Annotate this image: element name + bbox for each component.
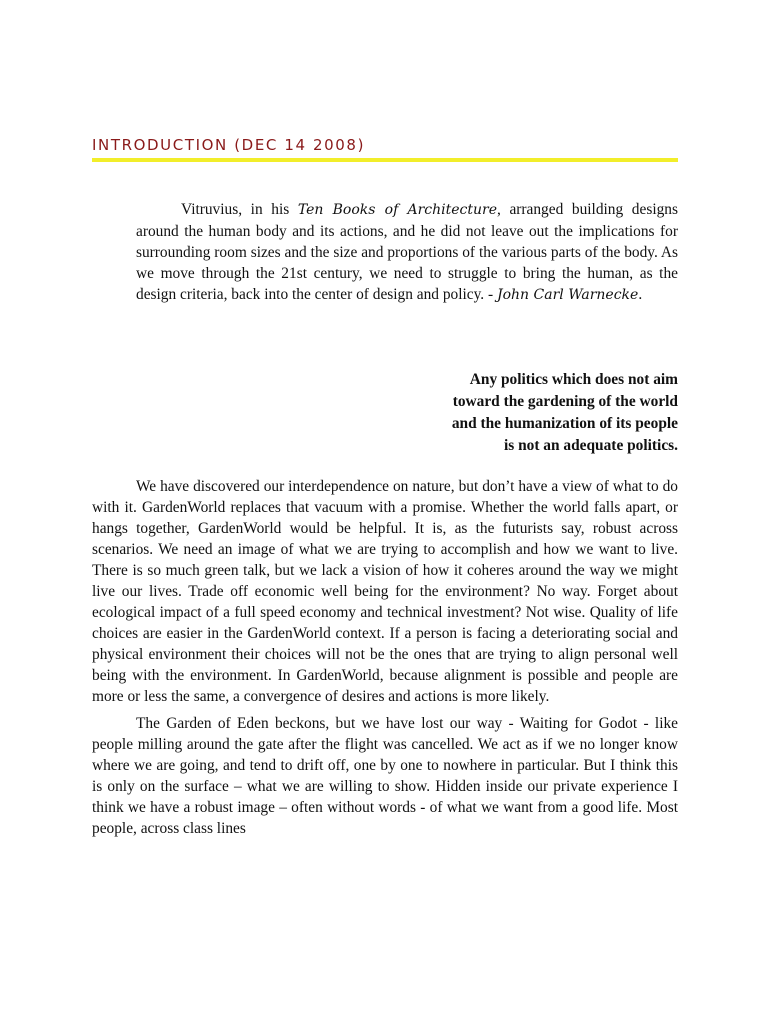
epigraph-author: John Carl Warnecke: [496, 287, 639, 303]
section-heading: INTRODUCTION (DEC 14 2008): [92, 136, 366, 154]
pull-quote-line: toward the gardening of the world: [452, 393, 678, 410]
epigraph-book-title: Ten Books of Architecture: [297, 202, 497, 218]
pull-quote: [380, 369, 678, 457]
pull-quote-line: Any politics which does not aim: [469, 371, 678, 388]
heading-underline-rule: [92, 158, 678, 162]
body-paragraph: We have discovered our interdependence on nature, but don’t have a view of what to do with it. GardenWorld replaces that vacuum with a promise. Whether the world falls apart, or hangs together, GardenWorld would be helpful. It is, as the futurists say, robust across scenarios. We need an image of what we are trying to accomplish and how we want to live. There is so much green talk, but we lack a vision of how it coheres around the way we might live our lives. Trade off economic well being for the environment? No way. Forget about ecological impact of a full speed economy and technical investment? Not wise. Quality of life choices are easier in the GardenWorld context. If a person is facing a deteriorating social and physical environment their choices will not be the ones that are trying to align personal well being with the environment. In GardenWorld, because alignment is possible and people are more or less the same, a convergence of desires and actions is more likely.: [92, 478, 678, 705]
body-paragraph: The Garden of Eden beckons, but we have lost our way - Waiting for Godot - like people milling around the gate after the flight was cancelled. We act as if we no longer know where we are going, and tend to drift off, one by one to nowhere in particular. But I think this is only on the surface – what we are willing to show. Hidden inside our private experience I think we have a robust image – often without words - of what we want from a good life. Most people, across class lines: [92, 715, 678, 837]
pull-quote-line: and the humanization of its people: [451, 415, 678, 432]
body-text: [92, 476, 678, 845]
epigraph-text-middle: , arranged building designs around the human body and its actions, and he did not leave out the implications for surrounding room sizes and the size and proportions of the various parts of the body. As we move through the 21st century, we need to struggle to bring the human, as the design criteria, back into the center of design and policy. -: [136, 201, 678, 303]
epigraph-text-end: .: [638, 286, 643, 303]
epigraph-paragraph: [136, 199, 678, 306]
pull-quote-line: is not an adequate politics.: [503, 437, 678, 454]
epigraph-text-start: Vitruvius, in his: [181, 201, 298, 218]
